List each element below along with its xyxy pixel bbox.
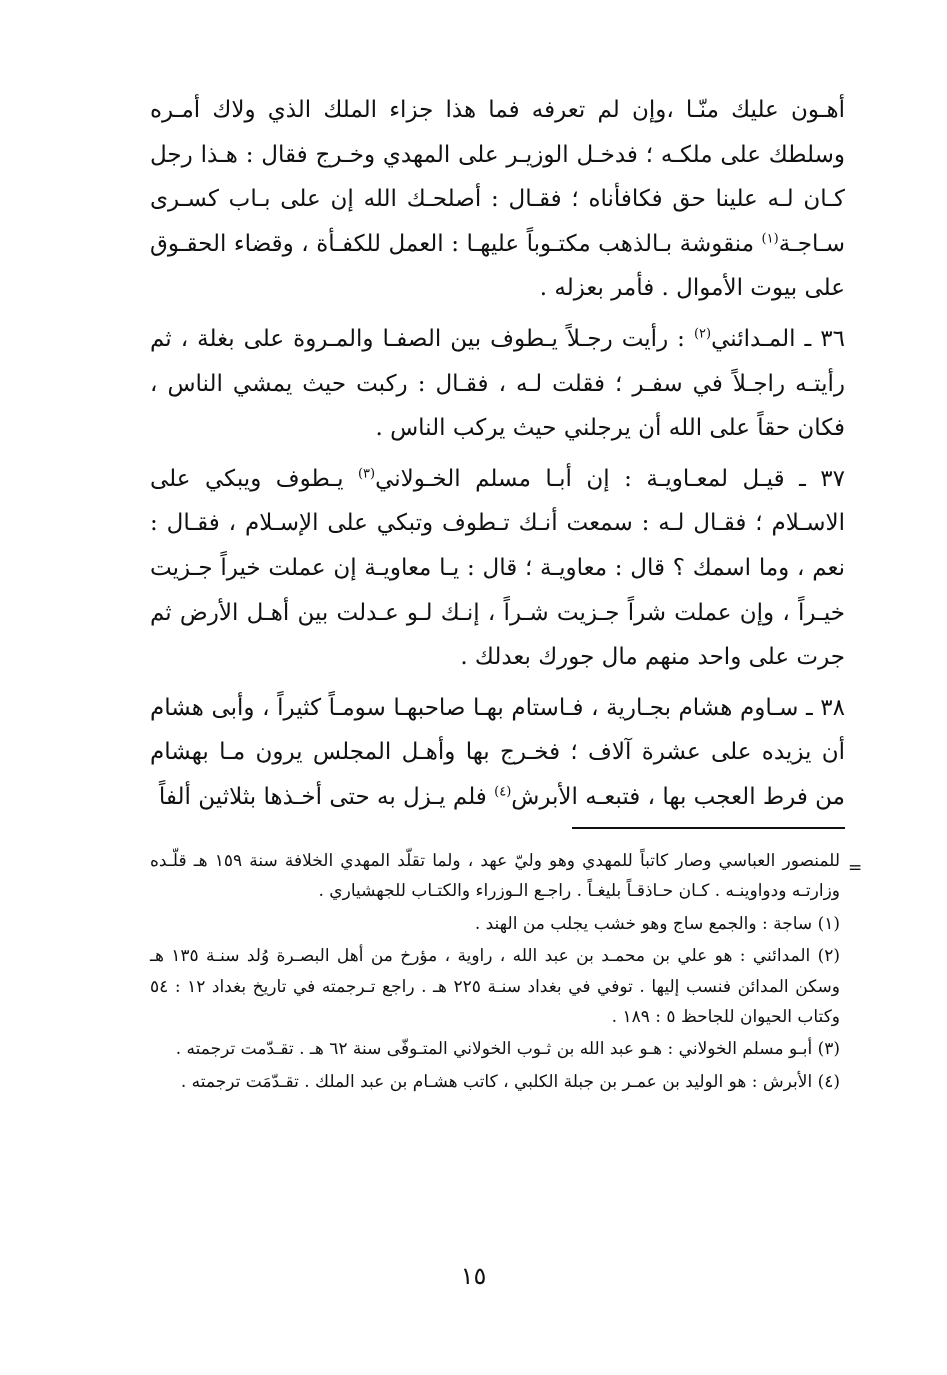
paragraph-38-start: ٣٨ ـ سـاوم هشام بجـارية ، فـاستام بهـا صاحبهـا سومـاً كثيراً ، وأبى هشام أن يزيده على عشرة آلاف ؛ فخـرج بها وأهـل المجلس يرون مـا بهشام من فرط العجب بها ، فتبعـه الأبرش — [150, 694, 845, 810]
paragraph-38 — [150, 686, 845, 820]
footnotes — [150, 846, 840, 1097]
footnote-4: (٤) الأبرش : هو الوليد بن عمـر بن جبلة الكلبي ، كاتب هشـام بن عبد الملك . تقـدّمَت ترجمته . — [180, 1071, 840, 1092]
footnote-continuation-mark: = — [848, 858, 863, 878]
footnote-ref-3: (٣) — [357, 466, 376, 482]
footnote-3: (٣) أبـو مسلم الخولاني : هـو عبد الله بن ثـوب الخولاني المتـوفّى سنة ٦٢ هـ . تقـدّمت ترجمته . — [175, 1039, 840, 1060]
footnote-continuation: للمنصور العباسي وصار كاتباً للمهدي وهو وليّ عهد ، ولما تقلّد المهدي الخلافة سنة ١٥٩ هـ قلّـده وزارتـه ودواوينـه . كـان حـاذقـاً بليغـاً . راجـع الـوزراء والكتـاب للجهشياري . — [150, 851, 840, 902]
paragraph-36-end: : رأيت رجـلاً يـطوف بين الصفـا والمـروة على بغلة ، ثم رأيتـه راجـلاً في سفـر ؛ فقلت لـه ، فقـال : ركبت حيث يمشي الناس ، فكان حقاً على الله أن يرجلني حيث يركب الناس . — [150, 325, 845, 442]
paragraph-37 — [150, 457, 845, 680]
footnote-2: (٢) المدائني : هو علي بن محمـد بن عبد الله ، راوية ، مؤرخ من أهل البصـرة وُلد سنـة ١٣٥ هـ وسكن المدائن فنسب إليها . توفي في بغداد سنـة ٢٢٥ هـ . راجع تـرجمته في تاريخ بغداد ١٢ : ٥٤ وكتاب الحيوان للجاحظ ٥ : ١٨٩ . — [150, 946, 840, 1028]
footnote-separator — [572, 827, 845, 829]
paragraph-36 — [150, 317, 845, 451]
paragraph-38-end: فلم يـزل به حتى أخـذها بثلاثين ألفاً — [158, 783, 495, 810]
footnote-ref-1: (١) — [761, 231, 779, 247]
paragraph-1 — [150, 88, 845, 311]
paragraph-1-text: أهـون عليك منّـا ،وإن لم تعرفه فما هذا جزاء الملك الذي ولاك أمـره وسلطك على ملكـه ؛ فدخـل الوزيـر على المهدي وخـرج فقال : هـذا رجل كـان لـه علينا حق فكافأناه ؛ فقـال : أصلحـك الله إن على بـاب كسـرى سـاجـة — [150, 97, 845, 257]
paragraph-1-text-end: منقوشة بـالذهب مكتـوباً عليهـا : العمل للكفـأة ، وقضاء الحقـوق على بيوت الأموال . فأمر بعزله . — [150, 230, 845, 302]
paragraph-37-end: يـطوف ويبكي على الاسـلام ؛ فقـال لـه : سمعت أنـك تـطوف وتبكي على الإسـلام ، فقـال : نعم ، وما اسمك ؟ قال : معاويـة ؛ قال : يـا معاويـة إن عملت خيراً جـزيت خيـراً ، وإن عملت شراً جـزيت شـراً ، إنـك لـو عـدلت بين أهـل الأرض ثم جرت على واحد منهم مال جورك بعدلك . — [150, 465, 845, 671]
footnote-ref-2: (٢) — [693, 326, 712, 342]
footnote-1: (١) ساجة : والجمع ساج وهو خشب يجلب من الهند . — [474, 913, 840, 934]
main-text — [150, 88, 845, 820]
paragraph-37-start: ٣٧ ـ قيـل لمعـاويـة : إن أبـا مسلم الخـولاني — [375, 465, 845, 492]
footnote-ref-4: (٤) — [494, 784, 512, 800]
page-number: ١٥ — [460, 1262, 487, 1290]
paragraph-36-start: ٣٦ ـ المـدائني — [711, 325, 845, 352]
